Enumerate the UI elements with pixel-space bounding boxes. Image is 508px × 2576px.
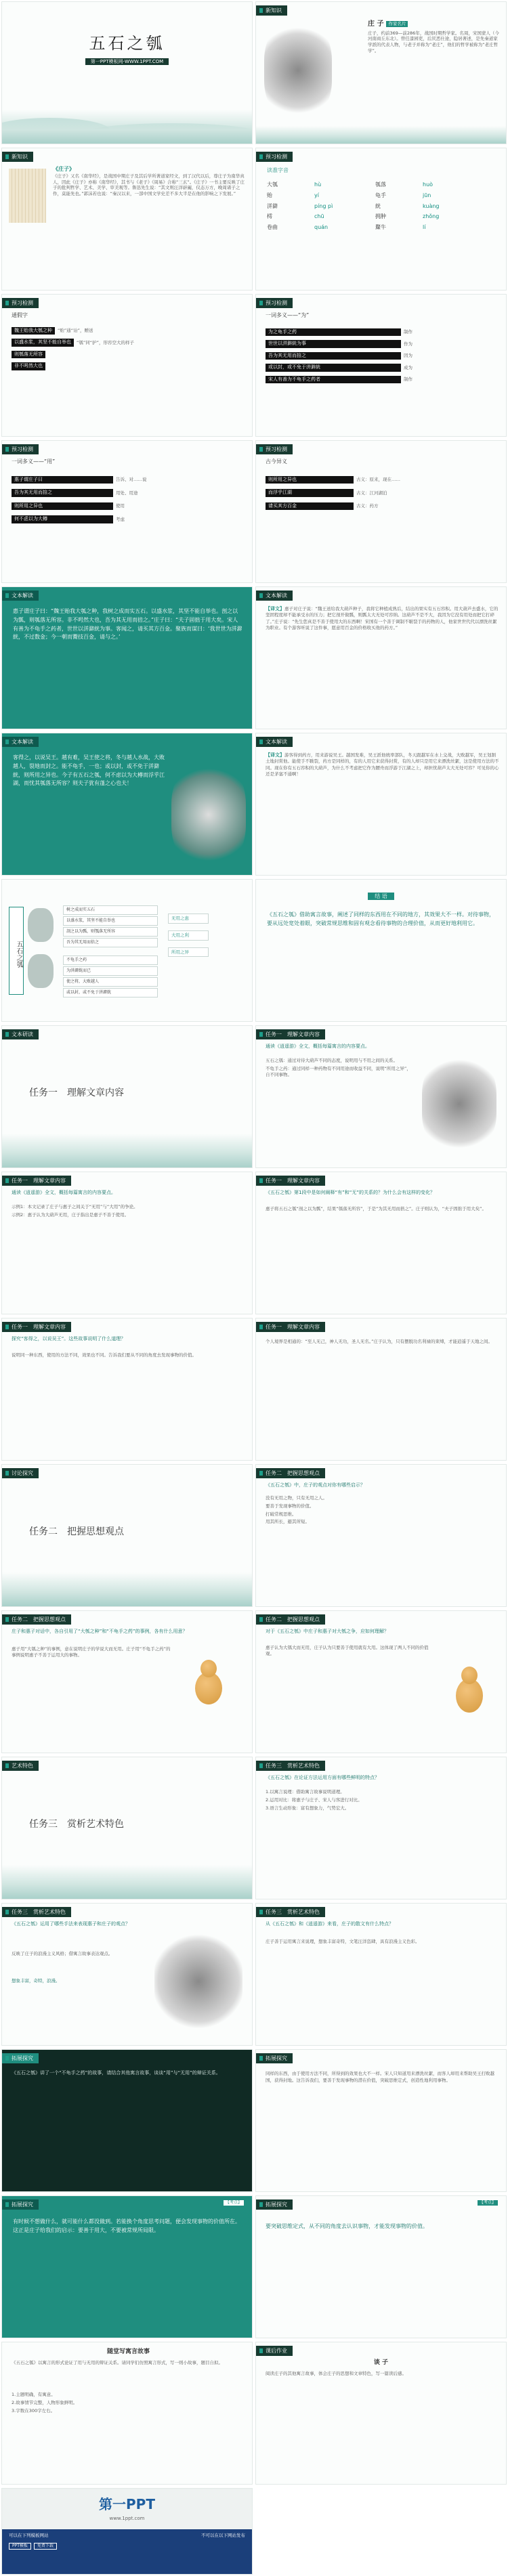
writing-list [12,2390,245,2416]
wei-sentence: 为之龟手之药 [266,328,401,336]
pronounce-row [267,192,497,200]
section-bar: 文本解读 [2,737,39,747]
list-item: 3.语言生动形象：富有想象力，气势宏大。 [266,1805,350,1811]
section-bar: 任务二 把握思想观点 [256,1468,325,1478]
yong-row [12,502,242,510]
mindmap-root: 五石之瓠 [9,907,24,995]
word: 卷曲 [267,224,278,231]
word: 絖 [375,202,381,209]
slide-summary[interactable] [255,879,507,1022]
section-bar: 任务一 理解文章内容 [256,1322,325,1332]
answer-text: 有时候不想做什么，就可能什么都没做到。若能换个角度思考问题，便会发现事物的价值所在。这正是庄子给我们的启示：要善于用大，不要被常规所局限。 [13,2218,240,2233]
yong-row [12,515,242,523]
list-item: 示例1：本文记录了庄子与惠子之间关于“无用”与“大用”的争论。 [12,1204,138,1209]
pinyin: hù [314,181,322,188]
list-item: 五石之瓠：通过对待大葫芦不同的态度，说明用与不用之间的关系。 [266,1058,398,1063]
book-image [9,169,46,223]
answer-list [266,1056,415,1079]
question-text: 《五石之瓠》中，庄子的观点对你有哪些启示？ [266,1482,365,1488]
slide-title[interactable] [1,1,253,144]
word: 龟手 [375,192,386,198]
mindmap-node: 为洴澼絖而已 [63,966,158,976]
slide-task3c[interactable] [255,1903,507,2046]
wei-list [266,324,469,387]
word: 贻 [267,192,272,198]
mindmap-branch-b [63,954,158,999]
slide-homework[interactable] [255,2342,507,2485]
wei-sentence: 吾为其无用而掊之 [266,352,401,360]
slide-extend[interactable] [1,2049,253,2192]
yong-sentence: 吾为其无用而掊之 [12,489,113,496]
portrait-illustration [264,20,332,121]
ad-tag: 免费下载 [34,2543,57,2550]
section-bar: 任务二 把握思想观点 [256,1614,325,1625]
tongjia-row [12,362,249,370]
yong-list [12,471,242,529]
list-item: 用其所长，避其所短。 [266,1519,310,1525]
wei-sentence: 世世以洴澼絖为事 [266,340,401,347]
section-bar: 文本解读 [256,591,293,601]
summary-heading: 结 语 [368,893,394,900]
slide-extend-a[interactable] [255,2049,507,2192]
section-bar: 任务一 理解文章内容 [2,1322,71,1332]
slide-pronounce[interactable] [255,148,507,291]
tongjia-list [12,323,249,374]
gujin-row [266,476,496,484]
gujin-list [266,471,496,515]
list-item: 1.以寓言说理：借助寓言故事说明道理。 [266,1789,345,1795]
list-item: 2.运用对比：将惠子与庄子、宋人与客进行对比。 [266,1797,362,1803]
question-text: 探究“客得之，以说吴王”。这些故事说明了什么道理？ [12,1336,126,1341]
section-bar: 任务三 赏析艺术特色 [256,1907,325,1917]
mindmap-conclusion-node: 所用之异 [168,947,209,958]
slide-task2b[interactable] [1,1610,253,1753]
slide-writing[interactable] [1,2342,253,2485]
word: 瓠落 [375,181,386,188]
ad-tag: PPT模板 [9,2543,31,2550]
pinyin: yí [314,192,319,198]
question-text: 《五石之瓠》运用了哪些手法来表现惠子和庄子的观点？ [12,1921,130,1927]
list-item: 1.主题明确，有寓意。 [12,2392,56,2397]
answer-text: 要突破思维定式，从不同的角度去认识事物，才能发现事物的价值。 [266,2223,428,2229]
yong-meaning: 考虑 [116,516,125,522]
figure-illustration [422,1053,496,1155]
section-bar: 任务一 理解文章内容 [2,1176,71,1186]
wei-meaning: 制作 [404,377,412,383]
question-text: 通读《逍遥游》全文，概括每篇寓言的内容要点。 [12,1190,116,1195]
question-text: 《五石之瓠》讲了一个“不龟手之药”的故事，请结合其他寓言故事，谈谈“用”与“无用”的辩证关系。 [12,2070,221,2076]
pronounce-table [267,178,497,235]
slide-trans2[interactable] [255,733,507,876]
text-passage: 客得之，以说吴王。越有难，吴王使之将，冬与越人水战，大败越人，裂地而封之。能不龟手，一也；或以封，或不免于洴澼絖，则所用之异也。今子有五石之瓠，何不虑以为大樽而浮乎江湖，而忧其瓠落无所容？则夫子犹有蓬之心也夫！ [13,754,165,787]
list-item: 2.故事情节完整，人物形象鲜明。 [12,2399,78,2405]
word: 洴澼 [267,202,278,209]
slide-task2[interactable] [1,1464,253,1607]
yong-meaning: 告诉、对……说 [116,477,147,483]
section-bar: 任务一 理解文章内容 [256,1176,325,1186]
question-text: 通读《逍遥游》全文，概括每篇寓言的内容要点。 [266,1044,370,1049]
slide-task1a[interactable] [255,1025,507,1168]
list-item: 不龟手之药：通过同样一种药物有不同用途而收益不同，说明“所用之异”，自不同事物。 [266,1065,411,1077]
pronounce-row [267,213,497,221]
tongjia-heading: 通假字 [12,312,28,318]
answer-text: 惠子认为大瓠大而无用，庄子认为只要善于使用就有大用。这体现了两人不同的价值观。 [266,1645,429,1656]
mindmap-conclusion [168,907,209,964]
ad-line-1: 可以在下列模板网站 [9,2533,49,2538]
slide-task1d[interactable] [1,1318,253,1461]
slide-task1[interactable] [1,1025,253,1168]
brand-site[interactable]: www.1ppt.com [109,2516,145,2521]
slide-text1[interactable] [1,586,253,729]
pronounce-heading: 读准字音 [267,167,289,173]
gujin-meaning: 古义：原来，现在…… [356,477,400,483]
slide-extend-c[interactable] [255,2195,507,2338]
wei-sentence: 宋人有善为不龟手之药者 [266,376,401,383]
word: 大瓠 [267,181,278,188]
slide-task1e[interactable] [255,1318,507,1461]
pronounce-row [267,224,497,232]
figure-illustration [154,1931,242,2032]
pinyin: jūn [423,192,431,198]
slide-ad[interactable] [1,2488,253,2575]
section-bar: 预习检测 [2,444,39,454]
section-bar: 文本解读 [2,591,39,601]
book-text: 《庄子》又名《南华经》，是战国中期庄子及其后学所著道家经文，到了汉代以后，尊庄子为南华真人，因此《庄子》亦称《南华经》，其书与《老子》《周易》合称“三玄”。《庄子》一书主要反映了庄子的批判哲学、艺术、美学、审美观等。鲁迅先生说：“其文则汪洋辟阖，仪态万方，晚周诸子之作，莫能先也。”郭沫若也说：“秦汉以来，一部中国文学史差不多大半是在他的影响之下发展。” [53,173,245,197]
yong-sentence: 何不虑以为大樽 [12,515,113,523]
slide-yong[interactable] [1,440,253,583]
gujin-meaning: 古义：江河湖泊 [356,490,387,496]
mindmap-node: 使之将，大败越人 [63,977,158,987]
gujin-sentence: 请买其方百金 [266,502,354,510]
point-tag: 【考点】 [224,2200,244,2206]
summary-text: 《五石之瓠》借助寓言故事，阐述了同样的东西用在不同的地方，其效果大不一样。对待事物，要从远处宽处着眼，突破常规思维和固有观念看待事物的合理价值，从而更好地利用它。 [267,911,494,926]
section-bar: 新知识 [256,5,287,16]
wei-heading: 一词多义——“为” [266,312,310,318]
site-ribbon: 第一PPT模板网-WWW.1PPT.COM [85,58,169,65]
list-item: 示例2：惠子认为大葫芦无用，庄子指出是惠子不善于使用。 [12,1211,129,1218]
wei-row [266,376,469,383]
point-tag: 【考点】 [478,2200,498,2206]
list-item: 要善于发现事物的价值。 [266,1503,314,1509]
gujin-heading: 古今异义 [266,458,287,465]
slide-task1b[interactable] [1,1172,253,1314]
section-bar: 预习检测 [256,444,293,454]
question-text: 《五石之瓠》第1段中是如何阐释“有”和“无”的关系的？为什么会有这样的变化？ [266,1190,435,1195]
gujin-sentence: 而浮乎江湖 [266,489,354,496]
answer-text: 惠子用“大瓠之种”的事例，意在说明庄子的学说大而无用。庄子用“不龟手之药”的事例说明惠子不善于运用大的事物。 [12,1646,171,1658]
ad-line-2: 不可以在以下网站发布 [201,2533,245,2538]
mindmap-node: 剖之以为瓢，则瓠落无所容 [63,927,158,937]
section-bar: 拓展探究 [256,2199,293,2210]
yong-meaning: 用处、用途 [116,490,138,496]
wei-meaning: 成为 [404,364,412,370]
answer-highlight: 想象丰富，奇特，浪漫。 [12,1978,60,1983]
gourd-top [461,1667,478,1684]
tongjia-note: “贻”通“诒”，赠送 [58,328,93,334]
pinyin: zhǒng [423,213,440,220]
section-bar: 拓展探究 [2,2053,39,2063]
yong-sentence: 惠子谓庄子曰 [12,476,113,484]
tongjia-sentence: 魏王贻我大瓠之种 [12,327,55,335]
section-bar: 预习检测 [256,152,293,162]
pinyin: lí [423,224,426,231]
yong-row [12,476,242,484]
question-text: 庄子和惠子对话中，各自引用了“大瓠之种”和“不龟手之药”的事例，各有什么用意？ [12,1629,188,1634]
tongjia-note: “瓠”同“护”，形容空大的样子 [77,339,134,345]
slide-book[interactable] [1,148,253,291]
section-bar: 任务一 理解文章内容 [256,1029,325,1039]
tongjia-sentence: 非不呺然大也 [12,362,45,370]
question-text: 对于《五石之瓠》中庄子和惠子对大瓠之争，应如何理解？ [266,1629,389,1634]
text-passage: 惠子谓庄子曰：“魏王贻我大瓠之种，我树之成而实五石。以盛水浆，其坚不能自举也。剖之以为瓢，则瓠落无所容。非不呺然大也，吾为其无用而掊之。”庄子曰：“夫子固拙于用大矣。宋人有善为不龟手之药者，世世以洴澼絖为事。客闻之，请买其方百金。聚族而谋曰：‘我世世为洴澼絖，不过数金；今一朝而鬻技百金，请与之。’ [13,608,242,641]
mindmap-branch-a [63,904,158,949]
mindmap-node: 或以封，或不免于洴澼絖 [63,988,158,997]
gujin-meaning: 古义：药方 [356,503,379,509]
wei-row [266,328,469,336]
gujin-row [266,489,496,496]
portrait-icon [28,954,54,988]
pinyin: kuàng [423,202,440,209]
yong-heading: 一词多义——“用” [12,458,56,465]
task-title: 任务一 理解文章内容 [29,1088,124,1098]
section-bar: 拓展探究 [256,2053,293,2063]
yong-sentence: 则所用之异也 [12,502,113,510]
section-bar: 任务三 赏析艺术特色 [256,1761,325,1771]
slide-author[interactable]: 新知识 庄 子 作家名片 庄子，约前369—前286年，战国时期哲学家。名周，宋国蒙人（今河南商丘东北）。曾任漆园吏，后厌恶仕途，隐居著述，是先秦道家学派的代表人物，与老子并称为“老庄”，他们的哲学被称为“老庄哲学”。 [255,1,507,144]
homework-text: 阅读庄子的其他寓言故事，体会庄子的思想和文章特色，写一篇读后感。 [266,2371,406,2376]
tongjia-row [12,351,249,358]
brand-logo: 第一PPT [99,2496,155,2512]
section-bar: 艺术特色 [2,1761,39,1771]
tongjia-sentence: 以盛水浆，其坚不能自举也 [12,339,74,346]
portrait-icon [28,908,54,942]
figure-illustration [171,760,246,869]
mindmap-node: 不龟手之药 [63,956,158,965]
writing-text: 《五石之瓠》以寓言的形式论证了用与无用的辩证关系。请同学们仿照寓言形式，写一则小故事，题目自拟。 [12,2360,223,2365]
pinyin: píng pì [314,202,333,209]
translation-text: 惠子对庄子说：“魏王送给我大葫芦种子，我将它种植成熟后，结出的果实有五石容积。用大葫芦去盛水，它的坚固程度却不能承受水的压力；把它剖开做瓢，则瓢太大无处可容纳。这葫芦不是不大，我因为它没有用处而把它打碎了。”庄子说：“先生您真是不善于使用大的东西啊！宋国有一个善于调制不皲裂手的药物的人，他家世世代代以漂洗丝絮为职业。有个游客听说了这件事，愿意用百金的价格收买他的药方。” [266,606,499,631]
wei-meaning: 作为 [404,341,412,347]
slide-main-title: 五石之瓠 [89,34,165,53]
yong-meaning: 使用 [116,503,125,509]
section-bar: 文本研读 [2,1029,39,1039]
wei-row [266,364,469,371]
author-bio: 庄子，约前369—前286年，战国时期哲学家。名周，宋国蒙人（今河南商丘东北）。曾任漆园吏，后厌恶仕途，隐居著述，是先秦道家学派的代表人物，与老子并称为“老庄”，他们的哲学被称为“老庄哲学”。 [368,30,499,53]
answer-text: 反映了庄子的浪漫主义风格；借寓言故事表达观点。 [12,1951,113,1956]
word: 斄牛 [375,224,386,231]
slide-task3b[interactable] [1,1903,253,2046]
question-text: 从《五石之瓠》和《逍遥游》来看，庄子的散文有什么特点？ [266,1921,394,1927]
section-bar: 讨论探究 [2,1468,39,1478]
gujin-row [266,502,496,510]
list-item: 没有无用之物，只有无用之人。 [266,1495,327,1501]
book-heading: 《庄子》 [53,166,75,172]
mindmap-node: 以盛水浆，其坚不能自举也 [63,916,158,926]
word: 樗 [267,213,272,220]
pinyin: quán [314,224,329,231]
section-bar: 新知识 [2,152,33,162]
mindmap-conclusion-node: 大用之利 [168,930,209,941]
translation-heading: 【译文】 [266,606,284,611]
writing-heading: 随堂写寓言故事 [106,2348,150,2355]
tongjia-row [12,339,249,346]
wei-sentence: 或以封，或不免于洴澼絖 [266,364,401,371]
tongjia-row [12,327,249,335]
mindmap-node: 树之成而实五石 [63,905,158,915]
answer-list [12,1202,245,1220]
question-text: 《五石之瓠》在论证方法运用方面有哪些鲜明的特点？ [266,1775,379,1780]
slide-task3[interactable] [1,1757,253,1899]
wei-row [266,340,469,347]
slide-task1c[interactable] [255,1172,507,1314]
list-item: 3.字数在300字左右。 [12,2407,56,2413]
section-bar: 拓展探究 [2,2199,39,2210]
answer-list [266,1493,499,1527]
wei-row [266,352,469,360]
task-title: 任务二 把握思想观点 [29,1526,124,1537]
slide-text2[interactable] [1,733,253,876]
section-bar: 任务二 把握思想观点 [2,1614,71,1625]
author-tag: 作家名片 [386,21,408,27]
slide-trans1[interactable] [255,586,507,729]
answer-text: 庄子善于运用寓言来说理，想象丰富奇特，文笔汪洋恣肆，具有浪漫主义色彩。 [266,1939,420,1944]
slide-extend-b[interactable] [1,2195,253,2338]
slide-tongjia[interactable] [1,294,253,437]
homework-heading: 谈 子 [373,2359,389,2366]
slide-wei[interactable] [255,294,507,437]
pronounce-row [267,203,497,211]
slide-task2c[interactable] [255,1610,507,1753]
pinyin: huò [423,181,433,188]
ad-tags [9,2543,245,2550]
wei-meaning: 因为 [404,353,412,359]
word: 拥肿 [375,213,386,220]
mindmap-conclusion-node: 无用之患 [168,914,209,924]
pinyin: chū [314,213,324,220]
list-item: 打破常规思维。 [266,1511,297,1517]
answer-text: 个人境界是相通的：“至人无己，神人无功，圣人无名。”庄子认为，只有摆脱功名利禄的束缚，才能逍遥于天地之间。 [266,1339,492,1344]
mindmap-node: 吾为其无用而掊之 [63,938,158,947]
section-bar: 预习检测 [256,298,293,308]
answer-text: 同样的东西，由于使用方法不同，所得到的效果也大不一样。宋人只知道用来漂洗丝絮，而客人却用来帮助吴王打败越国，获得封地。这告诉我们，要善于发现事物的潜在价值，突破思维定式，创造性地利用事物。 [266,2071,494,2084]
slide-gujin[interactable] [255,440,507,583]
answer-text: 说明同一种东西，使用的方法不同，效果也不同。告诉我们要从不同的角度去发现事物的价值。 [12,1352,196,1358]
yong-row [12,489,242,496]
section-bar: 任务三 赏析艺术特色 [2,1907,71,1917]
section-bar: 文本解读 [256,737,293,747]
task-title: 任务三 赏析艺术特色 [29,1819,124,1830]
section-bar: 预习检测 [2,298,39,308]
answer-text: 惠子将五石之瓠“剖之以为瓢”，结果“瓠落无所容”，于是“为其无用而掊之”。庄子则认为，“夫子固拙于用大矣”。 [266,1206,486,1211]
gourd-top [200,1660,217,1677]
gujin-sentence: 则所用之异也 [266,476,354,484]
section-bar: 课后作业 [256,2346,293,2356]
pronounce-row [267,181,497,189]
slide-task2a[interactable] [255,1464,507,1607]
wei-meaning: 制作 [404,329,412,335]
slide-task3a[interactable] [255,1757,507,1899]
tongjia-sentence: 则瓠落无所容 [12,351,45,358]
translation-heading: 【译文】 [266,752,284,758]
translation-text: 游客得到药方，用来游说吴王。越国发难，吴王派他统率部队，冬天跟越军在水上交战，大败越军，吴王划割土地封赏他。能使手不皲裂，药方是同样的，有的人用它来获得封赏，有的人却只是用它来漂洗丝絮，这是使用方法的不同。现在你有五石容积的大葫芦，为什么不考虑把它作为腰舟而浮游于江湖之上，却担忧葫芦太大无处可容？可见你的心还是茅塞不通啊！ [266,752,499,777]
answer-list [266,1787,499,1813]
slide-mindmap[interactable] [1,879,253,1022]
